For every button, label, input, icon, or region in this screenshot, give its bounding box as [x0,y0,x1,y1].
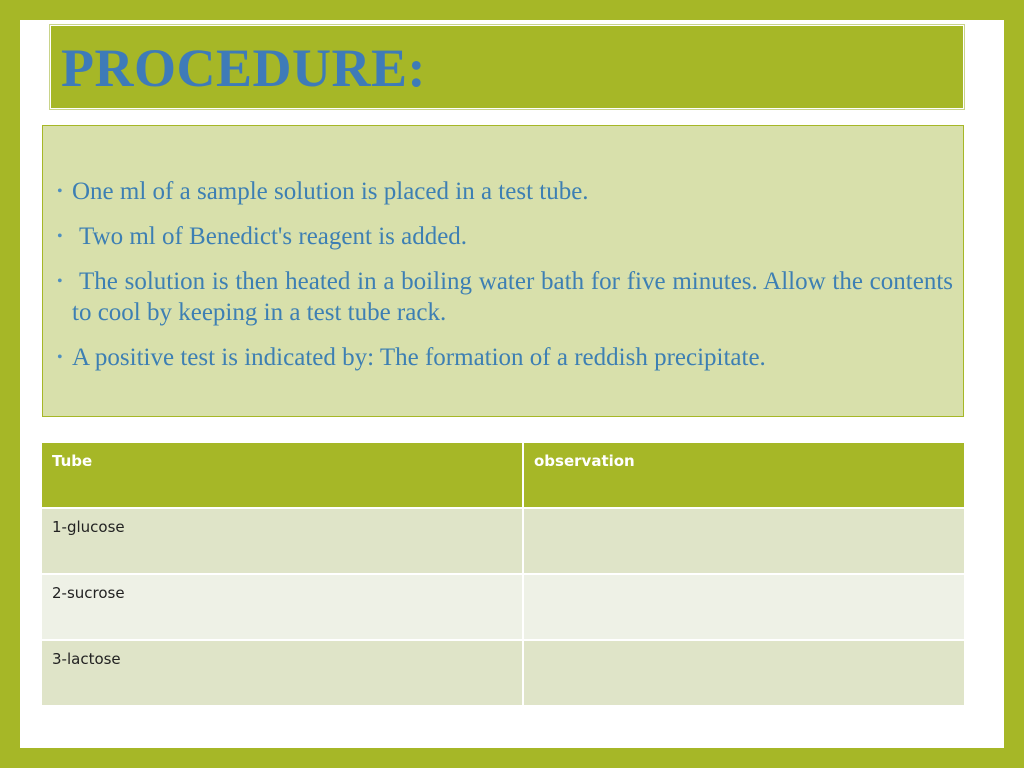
slide-title: PROCEDURE: [61,38,426,98]
procedure-step-text: Two ml of Benedict's reagent is added. [79,223,468,250]
procedure-step [57,176,953,207]
table-row [42,575,964,641]
procedure-step [57,266,953,328]
tube-cell: 1-glucose [42,509,524,575]
procedure-box [42,125,964,417]
observation-table [42,443,964,707]
bullet-icon: • [57,349,63,366]
procedure-step-text: One ml of a sample solution is placed in a test tube. [72,178,589,205]
column-header-tube: Tube [42,443,524,509]
bullet-icon: • [57,273,63,290]
procedure-step-text: A positive test is indicated by: The formation of a reddish precipitate. [72,344,766,371]
table-header-row [42,443,964,509]
table-row [42,509,964,575]
column-header-observation: observation [524,443,964,509]
slide [20,20,1004,748]
procedure-step [57,221,953,252]
tube-cell: 3-lactose [42,641,524,707]
tube-cell: 2-sucrose [42,575,524,641]
procedure-list [57,176,953,387]
procedure-step-text: The solution is then heated in a boiling water bath for five minutes. Allow the contents to cool by keeping in a test tube rack. [72,268,953,326]
bullet-icon: • [57,183,63,200]
observation-cell [524,641,964,707]
procedure-step [57,342,953,373]
table-row [42,641,964,707]
observation-cell [524,509,964,575]
bullet-icon: • [57,228,63,245]
observation-cell [524,575,964,641]
title-bar [50,25,964,109]
